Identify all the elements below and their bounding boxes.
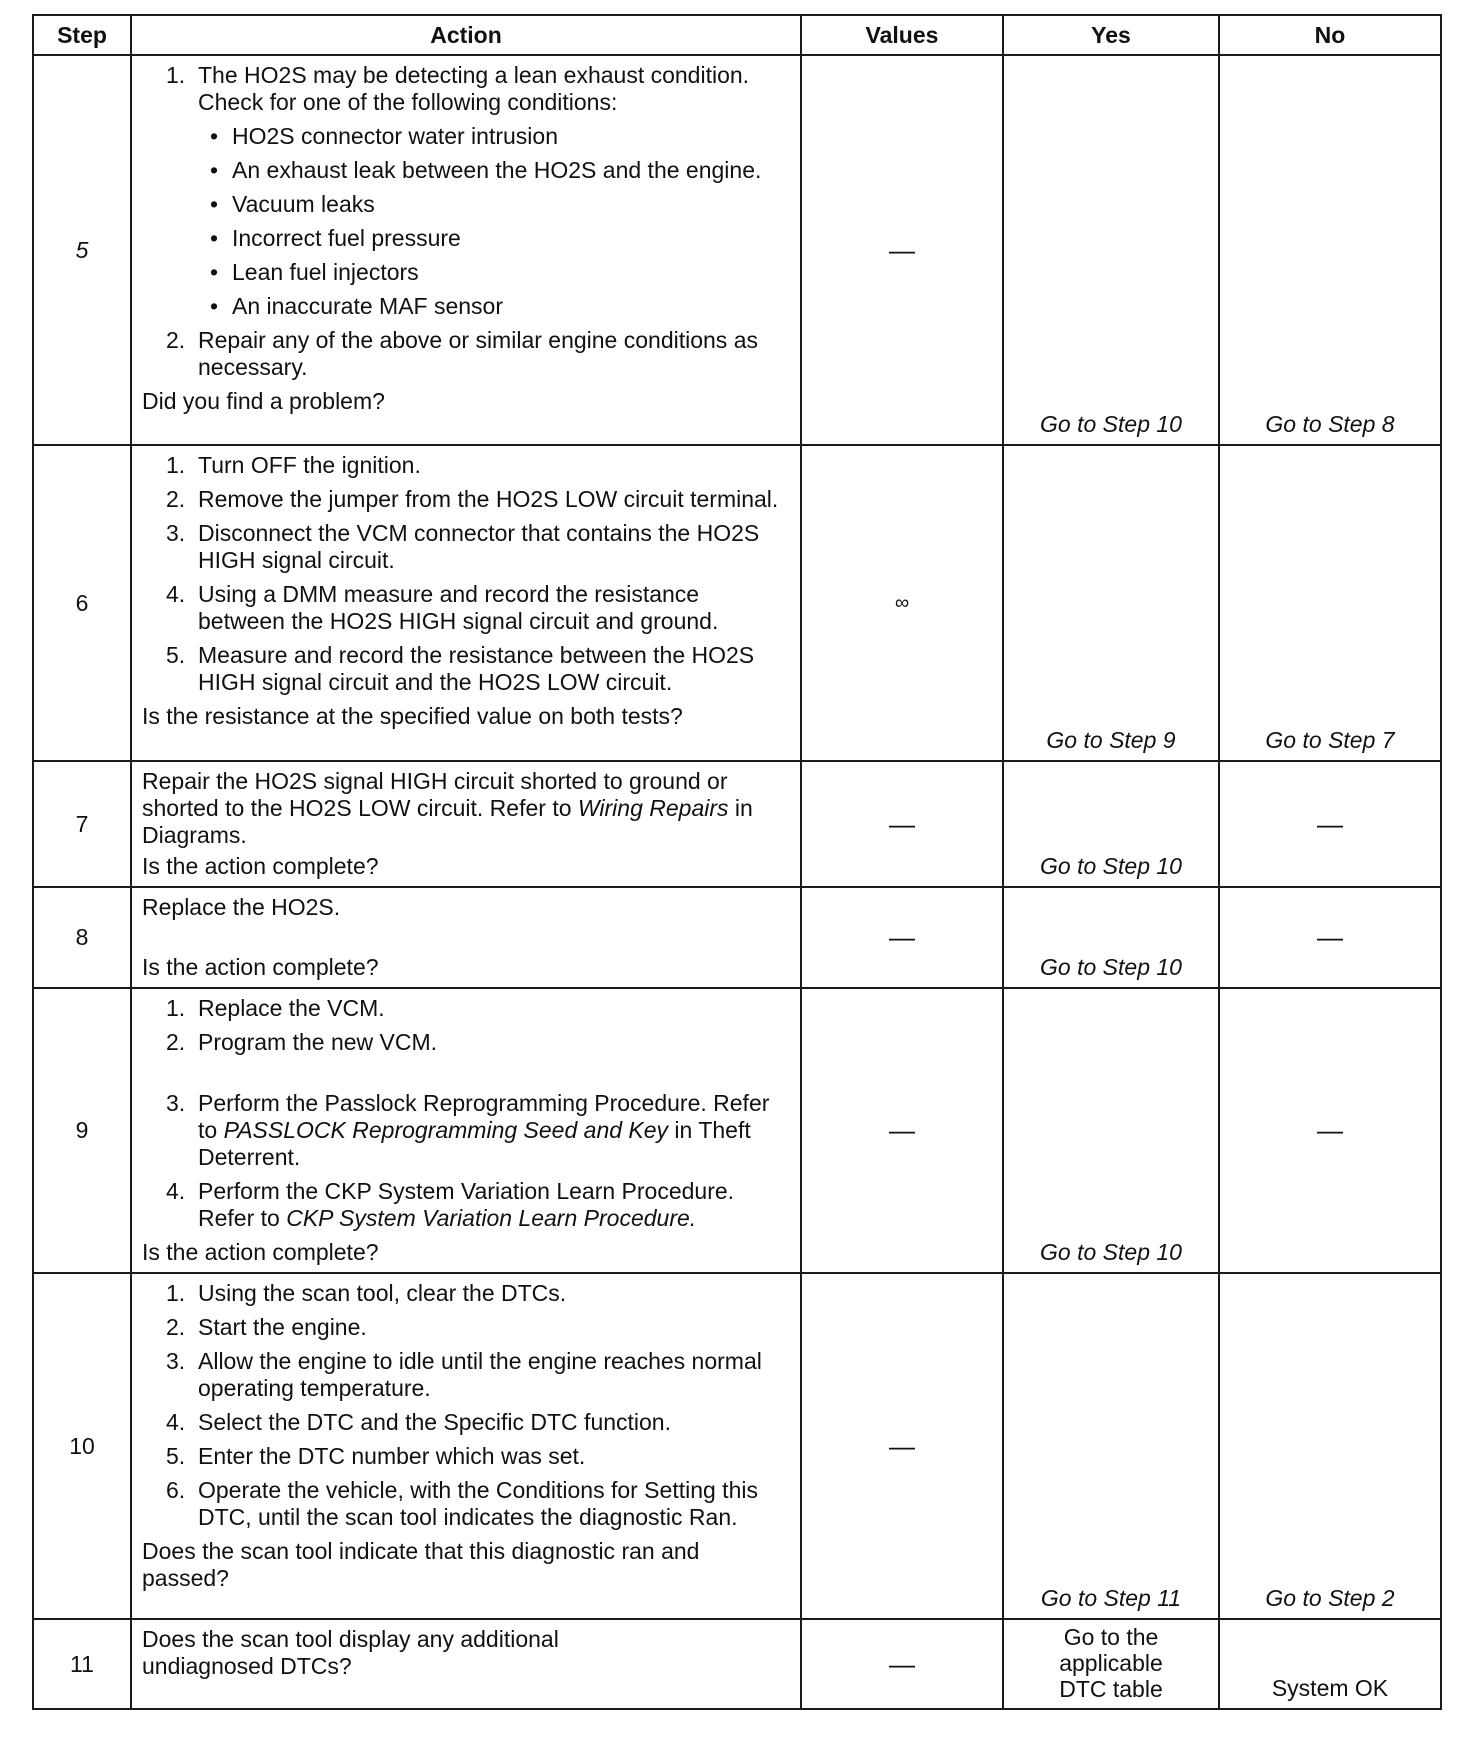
item-text: The HO2S may be detecting a lean exhaust condition. Check for one of the following conditions: <box>198 62 750 115</box>
action-list <box>142 452 790 696</box>
action-text: Replace the HO2S. <box>142 894 341 920</box>
bullet-item: • An inaccurate MAF sensor <box>210 293 504 319</box>
yes-result: Go to Step 10 <box>1003 761 1219 887</box>
table-row-step-7 <box>33 761 1441 887</box>
no-result: Go to Step 2 <box>1219 1273 1441 1619</box>
step-number: 7 <box>33 761 131 887</box>
values-cell: — <box>801 761 1003 887</box>
list-item: 4. Using a DMM measure and record the resistance between the HO2S HIGH signal circuit and ground. <box>166 581 719 634</box>
diagnostic-table <box>32 14 1442 1710</box>
bullet-list <box>198 123 790 320</box>
table-row-step-8 <box>33 887 1441 988</box>
item-number: 2. <box>166 327 186 353</box>
no-result: — <box>1219 887 1441 988</box>
table-row-step-10 <box>33 1273 1441 1619</box>
action-text: Repair the HO2S signal HIGH circuit shorted to ground or shorted to the HO2S LOW circuit. Refer to Wiring Repairs in Diagrams. <box>142 768 753 848</box>
item-number: 1. <box>166 62 186 88</box>
list-item: 2. Start the engine. <box>166 1314 367 1340</box>
list-item: 6. Operate the vehicle, with the Conditions for Setting this DTC, until the scan tool indicates the diagnostic Ran. <box>166 1477 758 1530</box>
list-item: 2. Remove the jumper from the HO2S LOW circuit terminal. <box>166 486 779 512</box>
action-cell <box>131 988 801 1273</box>
list-item: 3. Allow the engine to idle until the engine reaches normal operating temperature. <box>166 1348 762 1401</box>
no-result: Go to Step 8 <box>1219 55 1441 445</box>
bullet-item: • Vacuum leaks <box>210 191 375 217</box>
action-cell <box>131 1273 801 1619</box>
list-item: 1. Turn OFF the ignition. <box>166 452 421 478</box>
header-yes: Yes <box>1003 15 1219 55</box>
action-cell <box>131 887 801 988</box>
yes-result: Go to Step 10 <box>1003 55 1219 445</box>
no-result: Go to Step 7 <box>1219 445 1441 761</box>
header-action: Action <box>131 15 801 55</box>
values-cell: — <box>801 1619 1003 1709</box>
yes-result: Go to the applicable DTC table <box>1003 1619 1219 1709</box>
action-list <box>142 1280 790 1531</box>
action-cell <box>131 55 801 445</box>
table-row-step-11 <box>33 1619 1441 1709</box>
bullet-item: • An exhaust leak between the HO2S and the engine. <box>210 157 762 183</box>
bullet-item: • Lean fuel injectors <box>210 259 419 285</box>
table-row-step-9 <box>33 988 1441 1273</box>
table-row-step-5 <box>33 55 1441 445</box>
step-number: 10 <box>33 1273 131 1619</box>
no-result: — <box>1219 761 1441 887</box>
list-item: 1. Using the scan tool, clear the DTCs. <box>166 1280 567 1306</box>
yes-result: Go to Step 10 <box>1003 988 1219 1273</box>
header-no: No <box>1219 15 1441 55</box>
action-cell <box>131 1619 801 1709</box>
step-number: 6 <box>33 445 131 761</box>
bullet-item: • HO2S connector water intrusion <box>210 123 558 149</box>
question-text: Did you find a problem? <box>142 388 385 414</box>
yes-result: Go to Step 9 <box>1003 445 1219 761</box>
question-text: Is the action complete? <box>142 1239 379 1265</box>
question-text: Does the scan tool indicate that this diagnostic ran and passed? <box>142 1538 700 1591</box>
list-item: 1. Replace the VCM. <box>166 995 385 1021</box>
values-cell: — <box>801 988 1003 1273</box>
list-item: 4. Select the DTC and the Specific DTC function. <box>166 1409 671 1435</box>
list-item <box>166 62 790 320</box>
reference-link: CKP System Variation Learn Procedure. <box>286 1205 697 1231</box>
header-step: Step <box>33 15 131 55</box>
bullet-item: • Incorrect fuel pressure <box>210 225 461 251</box>
list-item: 5. Measure and record the resistance between the HO2S HIGH signal circuit and the HO2S LOW circuit. <box>166 642 755 695</box>
step-number: 9 <box>33 988 131 1273</box>
no-result: — <box>1219 988 1441 1273</box>
reference-link: PASSLOCK Reprogramming Seed and Key <box>223 1117 669 1143</box>
header-row <box>33 15 1441 55</box>
list-item: 5. Enter the DTC number which was set. <box>166 1443 586 1469</box>
action-list <box>142 62 790 381</box>
list-item: 3. Perform the Passlock Reprogramming Procedure. Refer to PASSLOCK Reprogramming Seed and Key in Theft Deterrent. <box>166 1090 770 1170</box>
values-cell: — <box>801 887 1003 988</box>
table-row-step-6 <box>33 445 1441 761</box>
action-text: Does the scan tool display any additional undiagnosed DTCs? <box>142 1626 559 1679</box>
action-list <box>142 995 790 1232</box>
action-cell <box>131 445 801 761</box>
values-cell: — <box>801 1273 1003 1619</box>
header-values: Values <box>801 15 1003 55</box>
no-result: System OK <box>1219 1619 1441 1709</box>
question-text: Is the action complete? <box>142 954 379 980</box>
list-item <box>166 327 790 381</box>
reference-link: Wiring Repairs <box>577 795 729 821</box>
question-text: Is the action complete? <box>142 853 379 879</box>
values-cell: ∞ <box>801 445 1003 761</box>
list-item: 4. Perform the CKP System Variation Learn Procedure. Refer to CKP System Variation Learn Procedure. <box>166 1178 735 1231</box>
step-number: 11 <box>33 1619 131 1709</box>
step-number: 5 <box>33 55 131 445</box>
list-item: 2. Program the new VCM. <box>166 1029 438 1055</box>
step-number: 8 <box>33 887 131 988</box>
item-text: Repair any of the above or similar engine conditions as necessary. <box>198 327 758 380</box>
values-cell: — <box>801 55 1003 445</box>
yes-result: Go to Step 11 <box>1003 1273 1219 1619</box>
yes-result: Go to Step 10 <box>1003 887 1219 988</box>
list-item: 3. Disconnect the VCM connector that contains the HO2S HIGH signal circuit. <box>166 520 760 573</box>
question-text: Is the resistance at the specified value on both tests? <box>142 703 683 729</box>
action-cell <box>131 761 801 887</box>
